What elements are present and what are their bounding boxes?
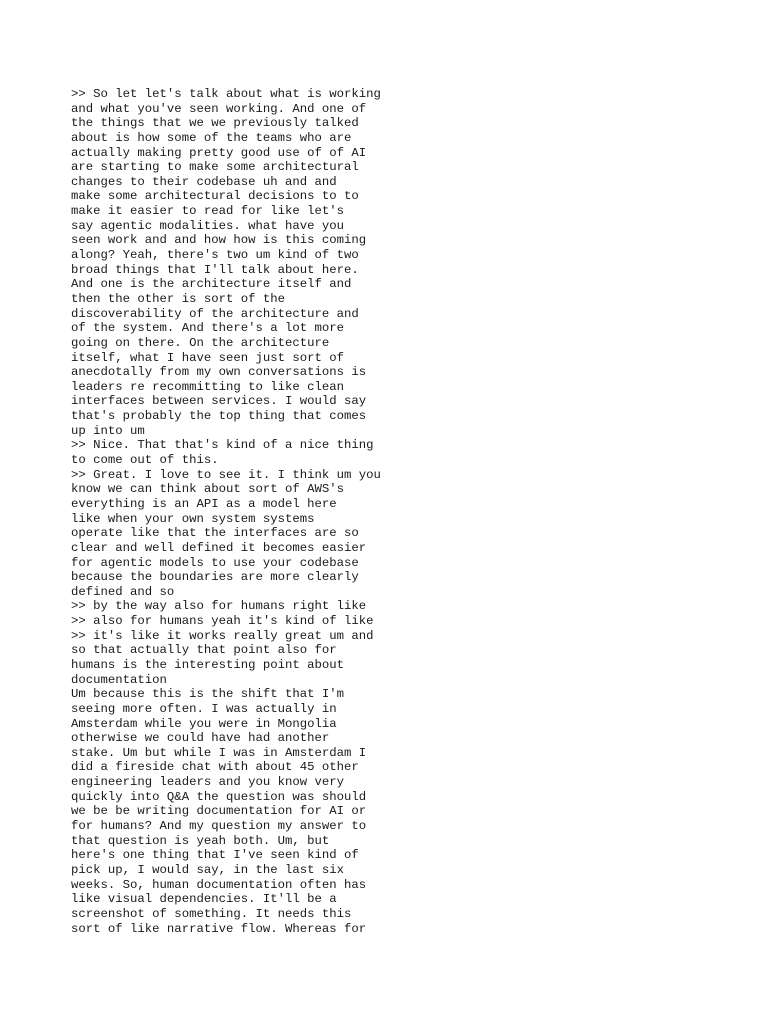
transcript-line: itself, what I have seen just sort of	[71, 350, 345, 365]
transcript-line: >> also for humans yeah it's kind of like	[71, 614, 374, 629]
transcript-line: defined and so	[71, 584, 175, 599]
transcript-line: >> by the way also for humans right like	[71, 599, 367, 614]
transcript-line: clear and well defined it becomes easier	[71, 540, 367, 555]
transcript-line: are starting to make some architectural	[71, 160, 359, 175]
transcript-line: >> it's like it works really great um and	[71, 628, 374, 643]
transcript-line: that question is yeah both. Um, but	[71, 833, 330, 848]
transcript-line: weeks. So, human documentation often has	[71, 877, 367, 892]
transcript-line: interfaces between services. I would say	[71, 394, 367, 409]
transcript-line: everything is an API as a model here	[71, 496, 337, 511]
transcript-line: about is how some of the teams who are	[71, 130, 352, 145]
transcript-line: anecdotally from my own conversations is	[71, 365, 367, 380]
transcript-line: going on there. On the architecture	[71, 335, 330, 350]
transcript-line: because the boundaries are more clearly	[71, 570, 359, 585]
transcript-line: here's one thing that I've seen kind of	[71, 848, 359, 863]
transcript-line: operate like that the interfaces are so	[71, 526, 359, 541]
transcript-line: say agentic modalities. what have you	[71, 218, 345, 233]
transcript-line: for agentic models to use your codebase	[71, 555, 359, 570]
transcript-line: engineering leaders and you know very	[71, 775, 345, 790]
transcript-line: that's probably the top thing that comes	[71, 409, 367, 424]
transcript-line: otherwise we could have had another	[71, 731, 330, 746]
transcript-line: the things that we we previously talked	[71, 116, 359, 131]
transcript-line: along? Yeah, there's two um kind of two	[71, 248, 359, 263]
transcript-line: documentation	[71, 672, 167, 687]
transcript-text	[71, 87, 711, 936]
transcript-line: seeing more often. I was actually in	[71, 701, 337, 716]
transcript-line: of the system. And there's a lot more	[71, 321, 345, 336]
transcript-line: changes to their codebase uh and and	[71, 174, 337, 189]
transcript-line: And one is the architecture itself and	[71, 277, 352, 292]
transcript-line: to come out of this.	[71, 453, 219, 468]
transcript-line: did a fireside chat with about 45 other	[71, 760, 359, 775]
transcript-line: sort of like narrative flow. Whereas for	[71, 921, 367, 936]
transcript-line: >> So let let's talk about what is working	[71, 87, 381, 101]
transcript-line: quickly into Q&A the question was should	[71, 789, 367, 804]
transcript-line: discoverability of the architecture and	[71, 306, 359, 321]
transcript-line: humans is the interesting point about	[71, 657, 345, 672]
transcript-line: so that actually that point also for	[71, 643, 337, 658]
transcript-line: know we can think about sort of AWS's	[71, 482, 345, 497]
transcript-line: for humans? And my question my answer to	[71, 819, 367, 834]
transcript-line: then the other is sort of the	[71, 291, 286, 306]
transcript-line: and what you've seen working. And one of	[71, 101, 367, 116]
transcript-line: we be be writing documentation for AI or	[71, 804, 367, 819]
transcript-line: stake. Um but while I was in Amsterdam I	[71, 745, 367, 760]
transcript-line: screenshot of something. It needs this	[71, 906, 352, 921]
transcript-line: actually making pretty good use of of AI	[71, 145, 367, 160]
transcript-line: pick up, I would say, in the last six	[71, 862, 345, 877]
transcript-line: seen work and and how how is this coming	[71, 233, 367, 248]
transcript-line: Um because this is the shift that I'm	[71, 687, 345, 702]
transcript-line: leaders re recommitting to like clean	[71, 379, 345, 394]
transcript-line: broad things that I'll talk about here.	[71, 262, 359, 277]
transcript-line: make it easier to read for like let's	[71, 204, 345, 219]
transcript-line: >> Great. I love to see it. I think um you	[71, 467, 381, 482]
transcript-line: Amsterdam while you were in Mongolia	[71, 716, 337, 731]
transcript-line: >> Nice. That that's kind of a nice thing	[71, 438, 374, 453]
transcript-line: make some architectural decisions to to	[71, 189, 359, 204]
transcript-line: like visual dependencies. It'll be a	[71, 892, 337, 907]
transcript-line: like when your own system systems	[71, 511, 315, 526]
transcript-line: up into um	[71, 423, 145, 438]
